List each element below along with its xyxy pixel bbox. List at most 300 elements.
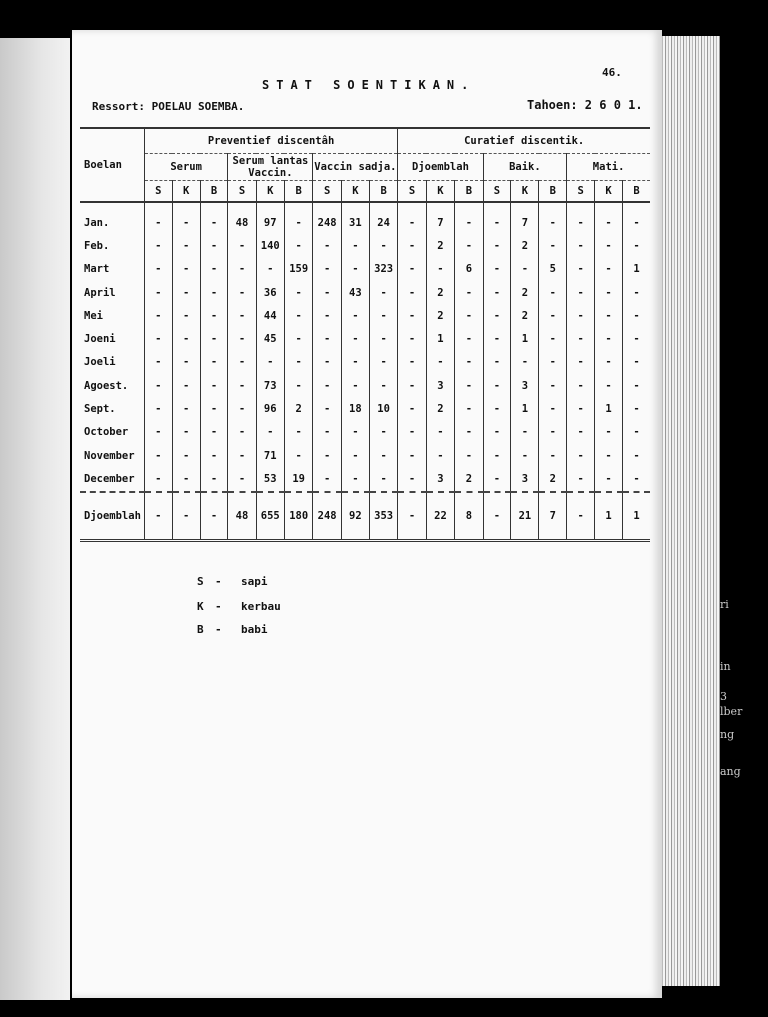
table-cell: - <box>313 444 341 467</box>
table-cell: - <box>313 258 341 281</box>
table-cell: 2 <box>426 281 455 304</box>
subgroup-header: Mati. <box>567 154 650 181</box>
table-cell: - <box>398 421 426 444</box>
table-cell: - <box>595 467 623 491</box>
table-cell: - <box>511 258 539 281</box>
subgroup-header: Serum lantas Vaccin. <box>228 154 313 181</box>
month-label: Jan. <box>84 216 110 229</box>
table-cell: - <box>595 202 623 234</box>
column-header: B <box>284 181 312 203</box>
month-label: December <box>84 472 135 485</box>
table-cell: 1 <box>595 397 623 420</box>
table-cell: - <box>341 304 369 327</box>
month-label: April <box>84 286 116 299</box>
table-cell: - <box>341 444 369 467</box>
table-cell: 53 <box>256 467 284 491</box>
table-cell: 1 <box>623 258 651 281</box>
table-cell: - <box>172 397 200 420</box>
table-cell: 2 <box>539 467 567 491</box>
table-row <box>80 444 650 467</box>
table-cell: 2 <box>284 397 312 420</box>
table-cell: 5 <box>539 258 567 281</box>
table-cell: - <box>595 327 623 350</box>
table-cell: - <box>172 374 200 397</box>
column-header: K <box>172 181 200 203</box>
table-cell: - <box>228 258 256 281</box>
legend-item <box>197 623 268 636</box>
total-cell: 1 <box>623 492 651 541</box>
table-cell: - <box>228 351 256 374</box>
table-cell: 19 <box>284 467 312 491</box>
table-cell: - <box>595 444 623 467</box>
table-cell: 1 <box>511 327 539 350</box>
table-cell: - <box>172 467 200 491</box>
table-cell: - <box>623 281 651 304</box>
table-cell: - <box>483 374 511 397</box>
total-cell: - <box>200 492 228 541</box>
total-cell: 655 <box>256 492 284 541</box>
table-row <box>80 467 650 491</box>
month-label: October <box>84 426 129 439</box>
table-cell: - <box>623 304 651 327</box>
table-cell: - <box>144 467 172 491</box>
column-header-month: Boelan <box>80 128 144 202</box>
table-cell: - <box>284 421 312 444</box>
table-cell: - <box>172 304 200 327</box>
table-row <box>80 202 650 234</box>
table-cell: - <box>623 397 651 420</box>
table-cell: - <box>341 234 369 257</box>
table-cell: - <box>483 467 511 491</box>
table-cell: - <box>623 444 651 467</box>
column-header: K <box>256 181 284 203</box>
table-cell: - <box>539 374 567 397</box>
table-cell: - <box>144 374 172 397</box>
table-cell: - <box>200 234 228 257</box>
table-cell: - <box>567 397 595 420</box>
table-cell: 2 <box>426 397 455 420</box>
column-header: B <box>200 181 228 203</box>
table-cell: - <box>398 351 426 374</box>
table-cell: - <box>369 374 397 397</box>
table-cell: - <box>567 258 595 281</box>
table-cell: - <box>200 374 228 397</box>
table-cell: - <box>398 374 426 397</box>
table-cell: - <box>398 397 426 420</box>
table-cell: - <box>623 351 651 374</box>
subgroup-header: Djoemblah <box>398 154 483 181</box>
month-label: Agoest. <box>84 379 129 392</box>
legend-dash: - <box>215 575 222 588</box>
table-cell: 2 <box>426 304 455 327</box>
table-cell: - <box>483 397 511 420</box>
table-cell: - <box>256 351 284 374</box>
table-cell: 36 <box>256 281 284 304</box>
table-cell: - <box>313 467 341 491</box>
table-cell: 45 <box>256 327 284 350</box>
table-cell: - <box>455 444 483 467</box>
total-cell: 7 <box>539 492 567 541</box>
month-label: Sept. <box>84 403 116 416</box>
table-cell: - <box>228 281 256 304</box>
total-cell: 48 <box>228 492 256 541</box>
table-cell: - <box>172 444 200 467</box>
table-cell: 3 <box>426 467 455 491</box>
table-cell: 140 <box>256 234 284 257</box>
table-cell: - <box>595 281 623 304</box>
table-cell: - <box>483 304 511 327</box>
table-cell: - <box>595 421 623 444</box>
table-cell: - <box>455 421 483 444</box>
table-cell: - <box>595 234 623 257</box>
table-cell: - <box>284 374 312 397</box>
table-cell: 6 <box>455 258 483 281</box>
total-cell: - <box>172 492 200 541</box>
vaccination-table <box>80 127 650 542</box>
table-cell: - <box>313 304 341 327</box>
table-cell: - <box>144 327 172 350</box>
total-cell: - <box>144 492 172 541</box>
table-cell: - <box>455 351 483 374</box>
table-cell: 7 <box>511 202 539 234</box>
column-header: S <box>144 181 172 203</box>
table-cell: - <box>144 258 172 281</box>
legend-key: S <box>197 575 204 588</box>
table-cell: - <box>539 351 567 374</box>
table-cell: - <box>228 467 256 491</box>
legend-item <box>197 600 281 613</box>
column-header: B <box>539 181 567 203</box>
total-cell: 180 <box>284 492 312 541</box>
table-cell: - <box>511 351 539 374</box>
table-cell: - <box>483 327 511 350</box>
total-cell: - <box>567 492 595 541</box>
adjacent-page-fragment: 3 <box>720 690 727 703</box>
table-row <box>80 281 650 304</box>
adjacent-page-fragment: ng <box>720 728 735 741</box>
table-cell: 73 <box>256 374 284 397</box>
legend-item <box>197 575 268 588</box>
table-cell: - <box>623 202 651 234</box>
total-row <box>80 492 650 541</box>
table-row <box>80 304 650 327</box>
table-cell: - <box>455 397 483 420</box>
table-cell: - <box>567 304 595 327</box>
table-cell: - <box>539 397 567 420</box>
total-cell: 248 <box>313 492 341 541</box>
page-number: 46. <box>602 66 622 79</box>
legend-dash: - <box>215 623 222 636</box>
column-header: B <box>369 181 397 203</box>
table-cell: 97 <box>256 202 284 234</box>
table-cell: 2 <box>455 467 483 491</box>
table-cell: 323 <box>369 258 397 281</box>
table-cell: - <box>567 351 595 374</box>
table-cell: - <box>313 234 341 257</box>
legend-desc: sapi <box>241 575 268 588</box>
book-page-edges <box>660 36 720 986</box>
table-cell: - <box>341 351 369 374</box>
table-cell: 96 <box>256 397 284 420</box>
table-row <box>80 258 650 281</box>
subgroup-header: Baik. <box>483 154 567 181</box>
table-cell: - <box>256 421 284 444</box>
table-cell: 248 <box>313 202 341 234</box>
table-cell: - <box>398 258 426 281</box>
table-row <box>80 421 650 444</box>
table-cell: - <box>144 397 172 420</box>
table-cell: - <box>172 234 200 257</box>
table-cell: 18 <box>341 397 369 420</box>
table-cell: 2 <box>426 234 455 257</box>
legend-dash: - <box>215 600 222 613</box>
column-header: S <box>483 181 511 203</box>
table-cell: - <box>200 467 228 491</box>
table-cell: - <box>567 444 595 467</box>
table-cell: - <box>483 421 511 444</box>
month-label: Joeli <box>84 356 116 369</box>
table-cell: - <box>398 304 426 327</box>
column-header: S <box>313 181 341 203</box>
legend-key: B <box>197 623 204 636</box>
table-cell: - <box>313 281 341 304</box>
table-row <box>80 327 650 350</box>
table-row <box>80 234 650 257</box>
total-cell: - <box>483 492 511 541</box>
table-cell: 10 <box>369 397 397 420</box>
table-cell: - <box>426 421 455 444</box>
left-page-edge <box>0 38 70 1000</box>
table-cell: - <box>623 327 651 350</box>
column-header: S <box>398 181 426 203</box>
column-header: K <box>341 181 369 203</box>
table-cell: 159 <box>284 258 312 281</box>
table-cell: - <box>539 444 567 467</box>
table-cell: - <box>172 281 200 304</box>
table-cell: - <box>539 281 567 304</box>
table-cell: - <box>284 351 312 374</box>
table-cell: - <box>623 467 651 491</box>
table-cell: - <box>511 421 539 444</box>
column-header: B <box>455 181 483 203</box>
table-cell: - <box>200 327 228 350</box>
table-cell: - <box>341 421 369 444</box>
table-cell: - <box>228 374 256 397</box>
table-cell: - <box>539 327 567 350</box>
table-cell: - <box>144 281 172 304</box>
table-cell: - <box>144 234 172 257</box>
adjacent-page-fragment: in <box>720 660 731 673</box>
table-cell: - <box>284 304 312 327</box>
table-cell: - <box>398 234 426 257</box>
table-cell: 1 <box>426 327 455 350</box>
total-cell: 8 <box>455 492 483 541</box>
table-cell: - <box>284 202 312 234</box>
table-cell: - <box>200 351 228 374</box>
total-cell: 21 <box>511 492 539 541</box>
total-cell: 92 <box>341 492 369 541</box>
table-cell: - <box>313 327 341 350</box>
table-cell: - <box>313 397 341 420</box>
table-cell: - <box>341 467 369 491</box>
ressort-label: Ressort: POELAU SOEMBA. <box>92 100 245 113</box>
column-header: B <box>623 181 651 203</box>
table-row <box>80 351 650 374</box>
table-cell: - <box>369 421 397 444</box>
table-cell: - <box>426 258 455 281</box>
table-cell: - <box>623 374 651 397</box>
table-cell: - <box>369 351 397 374</box>
legend-desc: kerbau <box>241 600 281 613</box>
table-cell: - <box>284 444 312 467</box>
table-cell: - <box>483 351 511 374</box>
table-cell: - <box>369 467 397 491</box>
table-cell: - <box>511 444 539 467</box>
table-cell: - <box>200 397 228 420</box>
year-label: Tahoen: 2 6 0 1. <box>527 98 643 112</box>
table-cell: - <box>567 467 595 491</box>
legend-key: K <box>197 600 204 613</box>
table-cell: - <box>172 351 200 374</box>
table-cell: - <box>200 304 228 327</box>
table-cell: - <box>341 374 369 397</box>
table-cell: - <box>313 374 341 397</box>
table-cell: - <box>455 327 483 350</box>
column-header: S <box>567 181 595 203</box>
table-cell: - <box>369 304 397 327</box>
table-cell: - <box>567 281 595 304</box>
total-cell: 22 <box>426 492 455 541</box>
group-header-preventive: Preventief discentâh <box>144 128 398 154</box>
total-cell: - <box>398 492 426 541</box>
total-cell: 353 <box>369 492 397 541</box>
table-cell: - <box>228 397 256 420</box>
table-cell: - <box>398 281 426 304</box>
table-cell: 31 <box>341 202 369 234</box>
table-cell: - <box>426 351 455 374</box>
table-cell: - <box>172 421 200 444</box>
table-cell: - <box>623 234 651 257</box>
table-cell: - <box>228 421 256 444</box>
subgroup-header: Vaccin sadja. <box>313 154 398 181</box>
adjacent-page-fragment: lber <box>720 705 743 718</box>
table-cell: - <box>539 234 567 257</box>
table-cell: - <box>455 202 483 234</box>
table-cell: - <box>567 374 595 397</box>
table-cell: - <box>200 202 228 234</box>
table-cell: 1 <box>511 397 539 420</box>
table-cell: - <box>455 234 483 257</box>
column-header: K <box>426 181 455 203</box>
table-cell: - <box>200 258 228 281</box>
table-cell: - <box>200 421 228 444</box>
table-cell: - <box>567 234 595 257</box>
adjacent-page-fragment: ang <box>720 765 741 778</box>
table-cell: - <box>228 234 256 257</box>
table-cell: - <box>144 304 172 327</box>
total-label: Djoemblah <box>80 492 144 541</box>
table-cell: 44 <box>256 304 284 327</box>
group-header-curative: Curatief discentik. <box>398 128 650 154</box>
table-cell: - <box>369 444 397 467</box>
column-header: K <box>595 181 623 203</box>
table-cell: 2 <box>511 304 539 327</box>
table-cell: - <box>200 444 228 467</box>
month-label: Feb. <box>84 239 110 252</box>
table-cell: - <box>567 327 595 350</box>
table-cell: 3 <box>426 374 455 397</box>
table-cell: 3 <box>511 374 539 397</box>
table-cell: 48 <box>228 202 256 234</box>
table-cell: - <box>228 304 256 327</box>
table-cell: - <box>595 258 623 281</box>
table-cell: - <box>172 202 200 234</box>
table-cell: - <box>284 234 312 257</box>
table-cell: - <box>398 444 426 467</box>
table-cell: - <box>595 374 623 397</box>
table-cell: - <box>483 202 511 234</box>
adjacent-page-fragment: ri <box>720 598 729 611</box>
table-cell: - <box>455 281 483 304</box>
table-cell: - <box>144 202 172 234</box>
table-cell: - <box>200 281 228 304</box>
table-cell: - <box>567 421 595 444</box>
table-cell: - <box>426 444 455 467</box>
table-cell: - <box>256 258 284 281</box>
table-row <box>80 374 650 397</box>
table-cell: - <box>567 202 595 234</box>
table-cell: - <box>172 327 200 350</box>
month-label: Mei <box>84 309 103 322</box>
table-cell: - <box>144 421 172 444</box>
table-cell: 2 <box>511 281 539 304</box>
table-cell: - <box>369 281 397 304</box>
table-cell: - <box>369 327 397 350</box>
table-cell: 3 <box>511 467 539 491</box>
table-cell: - <box>144 444 172 467</box>
table-row <box>80 397 650 420</box>
table-cell: - <box>595 304 623 327</box>
table-cell: - <box>228 327 256 350</box>
table-cell: - <box>483 234 511 257</box>
table-cell: 43 <box>341 281 369 304</box>
table-cell: - <box>313 351 341 374</box>
table-cell: - <box>398 202 426 234</box>
table-cell: - <box>539 421 567 444</box>
table-cell: - <box>172 258 200 281</box>
total-cell: 1 <box>595 492 623 541</box>
table-cell: 2 <box>511 234 539 257</box>
table-cell: - <box>398 327 426 350</box>
table-cell: - <box>313 421 341 444</box>
table-cell: - <box>369 234 397 257</box>
column-header: K <box>511 181 539 203</box>
page-title: STAT SOENTIKAN. <box>262 78 476 92</box>
table-cell: - <box>455 374 483 397</box>
table-cell: - <box>623 421 651 444</box>
table-cell: - <box>483 444 511 467</box>
table-cell: - <box>483 258 511 281</box>
table-cell: - <box>228 444 256 467</box>
month-label: Mart <box>84 263 110 276</box>
table-cell: - <box>595 351 623 374</box>
table-cell: - <box>483 281 511 304</box>
table-cell: 71 <box>256 444 284 467</box>
month-label: November <box>84 449 135 462</box>
legend-desc: babi <box>241 623 268 636</box>
table-cell: 7 <box>426 202 455 234</box>
table-cell: - <box>284 327 312 350</box>
